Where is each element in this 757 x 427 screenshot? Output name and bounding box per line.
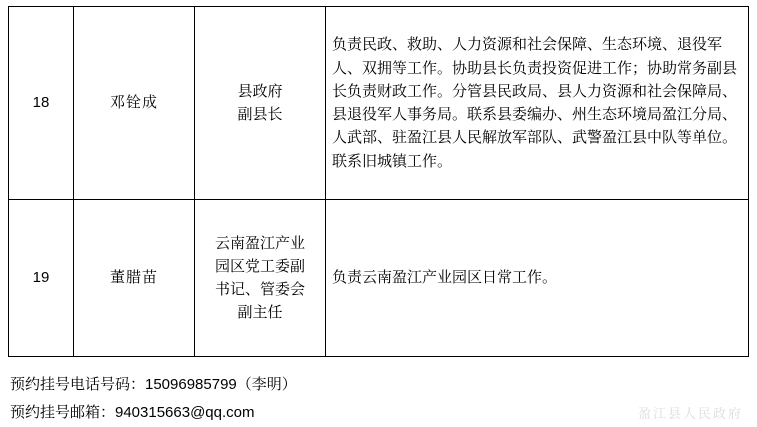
row-duty-cell: 负责云南盈江产业园区日常工作。 bbox=[326, 200, 749, 357]
post-line: 云南盈江产业 bbox=[214, 234, 305, 252]
row-name-cell: 董腊苗 bbox=[74, 200, 195, 357]
document-page bbox=[0, 6, 757, 424]
post-line: 书记、管委会 bbox=[214, 281, 305, 298]
duty-assignment-table bbox=[8, 6, 749, 357]
watermark-text: 盈江县人民政府 bbox=[637, 406, 743, 421]
table-row bbox=[9, 200, 749, 357]
post-line: 副县长 bbox=[237, 106, 283, 123]
row-number-cell: 19 bbox=[9, 200, 74, 357]
row-post-cell bbox=[195, 200, 326, 357]
booking-phone-line: 预约挂号电话号码：15096985799（李明） bbox=[10, 376, 297, 393]
post-line: 县政府 bbox=[237, 82, 283, 100]
row-name-cell: 邓铨成 bbox=[74, 7, 195, 200]
post-line: 园区党工委副 bbox=[214, 257, 305, 275]
booking-email-line: 预约挂号邮箱：940315663@qq.com bbox=[10, 403, 255, 421]
table-row bbox=[9, 7, 749, 200]
row-duty-cell: 负责民政、救助、人力资源和社会保障、生态环境、退役军人、双拥等工作。协助县长负责投资促进工作；协助常务副县长负责财政工作。分管县民政局、县人力资源和社会保障局、县退役军人事务局。联系县委编办、州生态环境局盈江分局、人武部、驻盈江县人民解放军部队、武警盈江县中队等单位。联系旧城镇工作。 bbox=[326, 7, 749, 200]
post-line: 副主任 bbox=[237, 304, 283, 322]
row-post-cell bbox=[195, 7, 326, 200]
row-number-cell: 18 bbox=[9, 7, 74, 200]
